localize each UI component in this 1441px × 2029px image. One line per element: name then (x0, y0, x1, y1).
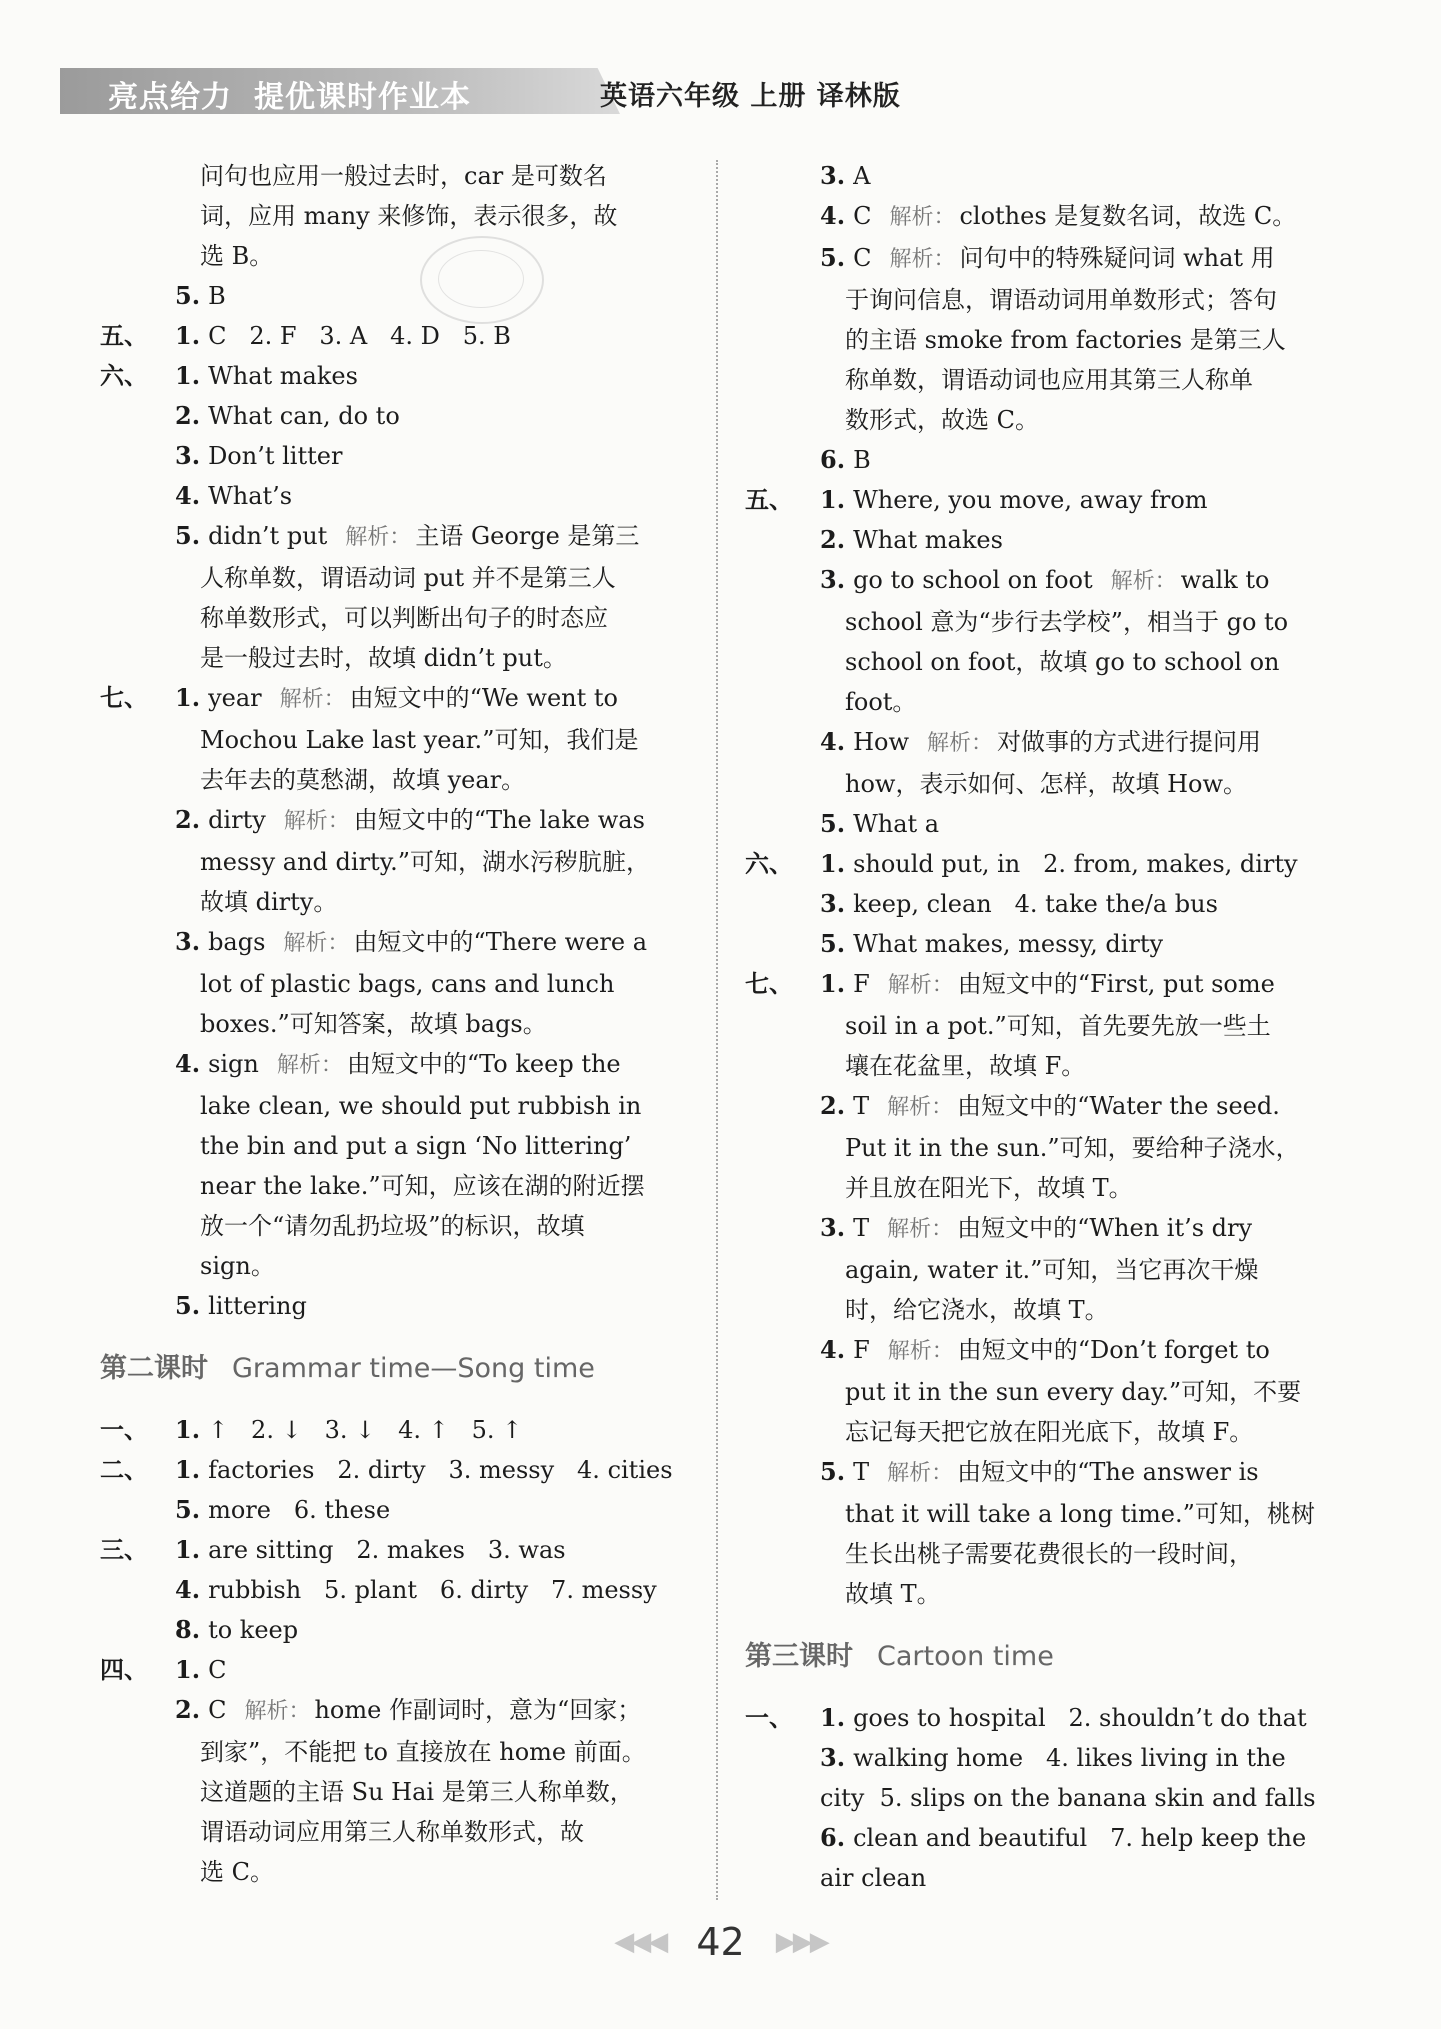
analysis-text: 对做事的方式进行提问用 (997, 728, 1261, 756)
answer-line (745, 440, 1330, 480)
answer-text: T (853, 1214, 870, 1242)
answer-line (745, 520, 1330, 560)
answer-line (100, 1772, 700, 1812)
answer-line (100, 598, 700, 638)
answer-line (745, 1778, 1330, 1818)
answer-text: B (853, 446, 871, 474)
question-number: 4. (820, 1335, 846, 1364)
analysis-text: 主语 George 是第三 (415, 522, 640, 550)
question-number: 5. (175, 1291, 201, 1320)
analysis-text: 由短文中的“First, put some (957, 970, 1275, 998)
question-number: 5. (175, 281, 201, 310)
answer-text: 并且放在阳光下，故填 T。 (845, 1174, 1133, 1202)
answer-line (100, 1246, 700, 1286)
answer-text: 放一个“请勿乱扔垃圾”的标识，故填 (200, 1212, 585, 1240)
lesson-title: Cartoon time (877, 1641, 1054, 1672)
analysis-label: 解析： (887, 1095, 954, 1120)
question-number: 1. (175, 683, 201, 712)
answer-line (100, 678, 700, 720)
answer-line (745, 1818, 1330, 1858)
answer-text: Mochou Lake last year.”可知，我们是 (200, 726, 639, 754)
analysis-label: 解析： (244, 1699, 311, 1724)
answer-text: What’s (208, 482, 293, 510)
answer-text: 问句也应用一般过去时，car 是可数名 (200, 162, 607, 190)
answer-line (100, 316, 700, 356)
answer-line (100, 156, 700, 196)
answer-text: What makes, messy, dirty (853, 930, 1164, 958)
question-number: 4. (175, 1575, 201, 1604)
answer-text: Where, you move, away from (853, 486, 1208, 514)
answer-line (745, 1452, 1330, 1494)
analysis-label: 解析： (1110, 569, 1177, 594)
section-number: 二、 (100, 1455, 148, 1484)
analysis-text: 由短文中的“Don’t forget to (957, 1336, 1270, 1364)
answer-line (100, 1650, 700, 1690)
analysis-label: 解析： (279, 687, 346, 712)
answer-line (745, 480, 1330, 520)
answer-line (100, 1126, 700, 1166)
analysis-text: 由短文中的“We went to (349, 684, 619, 712)
analysis-text: 问句中的特殊疑问词 what 用 (959, 244, 1275, 272)
answer-line (100, 1530, 700, 1570)
answer-line (745, 1534, 1330, 1574)
answer-line (745, 196, 1330, 238)
answer-line (745, 238, 1330, 280)
answer-line (745, 560, 1330, 602)
answer-text: C (208, 1696, 227, 1724)
answer-text: didn’t put (208, 522, 328, 550)
answer-text: put it in the sun every day.”可知，不要 (845, 1378, 1302, 1406)
answer-line (745, 642, 1330, 682)
answer-line (100, 882, 700, 922)
answer-text: 去年去的莫愁湖，故填 year。 (200, 766, 526, 794)
answer-line (745, 722, 1330, 764)
question-number: 1. (175, 1455, 201, 1484)
answer-line (100, 1812, 700, 1852)
answer-text: again, water it.”可知，当它再次干燥 (845, 1256, 1259, 1284)
question-number: 6. (820, 445, 846, 474)
answer-text: 是一般过去时，故填 didn’t put。 (200, 644, 567, 672)
answer-text: 选 C。 (200, 1858, 274, 1886)
answer-text: factories 2. dirty 3. messy 4. cities (208, 1456, 673, 1484)
question-number: 3. (820, 565, 846, 594)
next-arrows-icon: ▶▶▶ (775, 1927, 827, 1957)
answer-text: goes to hospital 2. shouldn’t do that (853, 1704, 1307, 1732)
answer-text: 忘记每天把它放在阳光底下，故填 F。 (845, 1418, 1254, 1446)
answer-line (100, 1610, 700, 1650)
question-number: 1. (175, 321, 201, 350)
answer-text: 于询问信息，谓语动词用单数形式；答句 (845, 286, 1277, 314)
analysis-text: 由短文中的“The answer is (957, 1458, 1259, 1486)
answer-text: What a (853, 810, 940, 838)
answer-line (745, 156, 1330, 196)
answer-text: messy and dirty.”可知，湖水污秽肮脏， (200, 848, 650, 876)
right-answer-column (745, 156, 1330, 1898)
answer-line (745, 964, 1330, 1006)
section-number: 四、 (100, 1655, 148, 1684)
answer-line (100, 638, 700, 678)
answer-text: 到家”，不能把 to 直接放在 home 前面。 (200, 1738, 646, 1766)
answer-line (745, 844, 1330, 884)
section-number: 三、 (100, 1535, 148, 1564)
question-number: 1. (820, 849, 846, 878)
question-number: 4. (820, 201, 846, 230)
answer-line (745, 1494, 1330, 1534)
answer-text: school 意为“步行去学校”，相当于 go to (845, 608, 1289, 636)
answer-line (745, 1128, 1330, 1168)
answer-line (745, 924, 1330, 964)
answer-line (745, 1250, 1330, 1290)
answer-text: T (853, 1092, 870, 1120)
answer-line (745, 1738, 1330, 1778)
analysis-text: 由短文中的“The lake was (353, 806, 645, 834)
answer-text: sign。 (200, 1252, 275, 1280)
answer-text: C (853, 244, 872, 272)
answer-line (100, 1086, 700, 1126)
answer-line (100, 922, 700, 964)
answer-text: littering (208, 1292, 307, 1320)
answer-text: that it will take a long time.”可知，桃树 (845, 1500, 1315, 1528)
question-number: 5. (820, 243, 846, 272)
answer-text: Don’t litter (208, 442, 343, 470)
answer-line (100, 720, 700, 760)
answer-line (745, 280, 1330, 320)
answer-text: F (853, 1336, 870, 1364)
answer-text: B (208, 282, 226, 310)
answer-text: rubbish 5. plant 6. dirty 7. messy (208, 1576, 657, 1604)
answer-line (100, 1490, 700, 1530)
answer-line (745, 1168, 1330, 1208)
answer-text: school on foot，故填 go to school on (845, 648, 1280, 676)
question-number: 5. (820, 929, 846, 958)
answer-text: keep, clean 4. take the/a bus (853, 890, 1218, 918)
analysis-text: 由短文中的“There were a (353, 928, 648, 956)
answer-line (745, 884, 1330, 924)
section-number: 六、 (100, 361, 148, 390)
answer-line (745, 1412, 1330, 1452)
answer-text: boxes.”可知答案，故填 bags。 (200, 1010, 547, 1038)
answer-text: 故填 dirty。 (200, 888, 338, 916)
answer-line (745, 360, 1330, 400)
page-number: 42 (696, 1920, 745, 1964)
answer-text: city 5. slips on the banana skin and falls (820, 1784, 1316, 1812)
answer-text: more 6. these (208, 1496, 391, 1524)
analysis-text: clothes 是复数名词，故选 C。 (959, 202, 1297, 230)
answer-text: T (853, 1458, 870, 1486)
answer-line (100, 1852, 700, 1892)
answer-line (745, 400, 1330, 440)
question-number: 2. (820, 525, 846, 554)
question-number: 6. (820, 1823, 846, 1852)
answer-text: how，表示如何、怎样，故填 How。 (845, 770, 1247, 798)
answer-text: near the lake.”可知，应该在湖的附近摆 (200, 1172, 645, 1200)
analysis-label: 解析： (889, 205, 956, 230)
question-number: 4. (175, 481, 201, 510)
answer-line (100, 760, 700, 800)
prev-arrows-icon: ◀◀◀ (614, 1927, 666, 1957)
answer-text: C 2. F 3. A 4. D 5. B (208, 322, 511, 350)
answer-line (100, 1570, 700, 1610)
section-number: 七、 (100, 683, 148, 712)
analysis-label: 解析： (887, 973, 954, 998)
answer-line (100, 276, 700, 316)
answer-line (745, 1046, 1330, 1086)
brand-name: 亮点给力 (108, 80, 232, 115)
question-number: 2. (175, 1695, 201, 1724)
question-number: 2. (175, 805, 201, 834)
answer-text: 的主语 smoke from factories 是第三人 (845, 326, 1286, 354)
analysis-label: 解析： (887, 1339, 954, 1364)
question-number: 4. (175, 1049, 201, 1078)
book-title: 英语六年级 上册 译林版 (600, 81, 901, 112)
lesson-number: 第三课时 (745, 1641, 853, 1672)
answer-line (745, 1574, 1330, 1614)
question-number: 3. (175, 927, 201, 956)
question-number: 2. (175, 401, 201, 430)
left-answer-column (100, 156, 700, 1892)
answer-line (100, 1410, 700, 1450)
question-number: 8. (175, 1615, 201, 1644)
analysis-text: 由短文中的“Water the seed. (957, 1092, 1280, 1120)
answer-line (100, 1450, 700, 1490)
answer-text: lot of plastic bags, cans and lunch (200, 970, 615, 998)
answer-text: to keep (208, 1616, 299, 1644)
lesson-title: Grammar time—Song time (232, 1353, 595, 1384)
question-number: 5. (820, 1457, 846, 1486)
section-number: 五、 (745, 485, 793, 514)
analysis-label: 解析： (345, 525, 412, 550)
lesson-heading (100, 1346, 700, 1392)
answer-text: lake clean, we should put rubbish in (200, 1092, 642, 1120)
answer-text: What makes (208, 362, 358, 390)
answer-line (100, 1044, 700, 1086)
answer-text: A (853, 162, 871, 190)
question-number: 1. (175, 361, 201, 390)
answer-text: C (208, 1656, 227, 1684)
answer-text: air clean (820, 1864, 927, 1892)
answer-text: 壤在花盆里，故填 F。 (845, 1052, 1086, 1080)
answer-text: C (853, 202, 872, 230)
answer-text: How (853, 728, 909, 756)
answer-line (745, 682, 1330, 722)
question-number: 1. (175, 1535, 201, 1564)
section-number: 七、 (745, 969, 793, 998)
answer-text: 称单数，谓语动词也应用其第三人称单 (845, 366, 1253, 394)
brand-subtitle: 提优课时作业本 (254, 80, 471, 115)
answer-line (100, 558, 700, 598)
answer-line (100, 236, 700, 276)
lesson-number: 第二课时 (100, 1353, 208, 1384)
analysis-label: 解析： (887, 1461, 954, 1486)
question-number: 1. (175, 1655, 201, 1684)
answer-text: 生长出桃子需要花费很长的一段时间， (845, 1540, 1253, 1568)
question-number: 1. (820, 485, 846, 514)
question-number: 2. (820, 1091, 846, 1120)
analysis-label: 解析： (887, 1217, 954, 1242)
question-number: 5. (175, 521, 201, 550)
answer-text: 称单数形式，可以判断出句子的时态应 (200, 604, 608, 632)
lesson-heading (745, 1634, 1330, 1680)
answer-line (745, 804, 1330, 844)
answer-line (100, 436, 700, 476)
answer-text: What can, do to (208, 402, 400, 430)
answer-text: 故填 T。 (845, 1580, 941, 1608)
answer-text: 时，给它浇水，故填 T。 (845, 1296, 1109, 1324)
answer-text: are sitting 2. makes 3. was (208, 1536, 566, 1564)
analysis-label: 解析： (926, 731, 993, 756)
answer-line (100, 1690, 700, 1732)
answer-text: ↑ 2. ↓ 3. ↓ 4. ↑ 5. ↑ (208, 1416, 523, 1444)
analysis-text: 由短文中的“To keep the (346, 1050, 621, 1078)
answer-line (745, 1290, 1330, 1330)
answer-text: 谓语动词应用第三人称单数形式，故 (200, 1818, 584, 1846)
answer-line (100, 1206, 700, 1246)
answer-line (100, 1004, 700, 1044)
analysis-label: 解析： (276, 1053, 343, 1078)
answer-line (100, 1166, 700, 1206)
analysis-label: 解析： (283, 809, 350, 834)
answer-text: foot。 (845, 688, 917, 716)
answer-line (745, 764, 1330, 804)
answer-line (100, 964, 700, 1004)
answer-line (100, 396, 700, 436)
answer-line (100, 842, 700, 882)
question-number: 1. (820, 969, 846, 998)
section-number: 六、 (745, 849, 793, 878)
question-number: 1. (820, 1703, 846, 1732)
question-number: 5. (175, 1495, 201, 1524)
answer-line (745, 602, 1330, 642)
answer-text: Put it in the sun.”可知，要给种子浇水， (845, 1134, 1300, 1162)
answer-line (745, 320, 1330, 360)
question-number: 4. (820, 727, 846, 756)
answer-text: bags (208, 928, 266, 956)
column-divider (716, 160, 718, 1900)
answer-line (100, 196, 700, 236)
question-number: 3. (820, 1213, 846, 1242)
answer-text: walking home 4. likes living in the (853, 1744, 1286, 1772)
answer-text: should put, in 2. from, makes, dirty (853, 850, 1298, 878)
question-number: 3. (820, 161, 846, 190)
answer-text: dirty (208, 806, 266, 834)
answer-line (100, 356, 700, 396)
answer-line (100, 1286, 700, 1326)
question-number: 3. (820, 1743, 846, 1772)
answer-text: What makes (853, 526, 1003, 554)
answer-line (100, 1732, 700, 1772)
section-number: 五、 (100, 321, 148, 350)
answer-text: 人称单数，谓语动词 put 并不是第三人 (200, 564, 616, 592)
answer-text: 数形式，故选 C。 (845, 406, 1039, 434)
answer-text: 选 B。 (200, 242, 274, 270)
answer-line (100, 476, 700, 516)
answer-line (745, 1208, 1330, 1250)
answer-text: the bin and put a sign ‘No littering’ (200, 1132, 632, 1160)
answer-text: soil in a pot.”可知，首先要先放一些土 (845, 1012, 1271, 1040)
answer-line (745, 1330, 1330, 1372)
question-number: 3. (820, 889, 846, 918)
answer-text: 这道题的主语 Su Hai 是第三人称单数， (200, 1778, 634, 1806)
question-number: 5. (820, 809, 846, 838)
answer-line (100, 516, 700, 558)
section-number: 一、 (100, 1415, 148, 1444)
answer-text: 词，应用 many 来修饰，表示很多，故 (200, 202, 618, 230)
answer-line (100, 800, 700, 842)
answer-text: year (208, 684, 262, 712)
analysis-text: 由短文中的“When it’s dry (957, 1214, 1253, 1242)
answer-line (745, 1858, 1330, 1898)
analysis-label: 解析： (283, 931, 350, 956)
answer-line (745, 1372, 1330, 1412)
answer-text: sign (208, 1050, 259, 1078)
answer-line (745, 1006, 1330, 1046)
analysis-label: 解析： (889, 247, 956, 272)
question-number: 3. (175, 441, 201, 470)
section-number: 一、 (745, 1703, 793, 1732)
answer-text: clean and beautiful 7. help keep the (853, 1824, 1307, 1852)
answer-line (745, 1698, 1330, 1738)
page-header (60, 60, 1440, 120)
answer-text: F (853, 970, 870, 998)
header-brand (108, 72, 493, 116)
answer-text: go to school on foot (853, 566, 1093, 594)
page-footer (0, 1920, 1441, 1964)
question-number: 1. (175, 1415, 201, 1444)
analysis-text: home 作副词时，意为“回家； (314, 1696, 642, 1724)
analysis-text: walk to (1180, 566, 1270, 594)
answer-line (745, 1086, 1330, 1128)
